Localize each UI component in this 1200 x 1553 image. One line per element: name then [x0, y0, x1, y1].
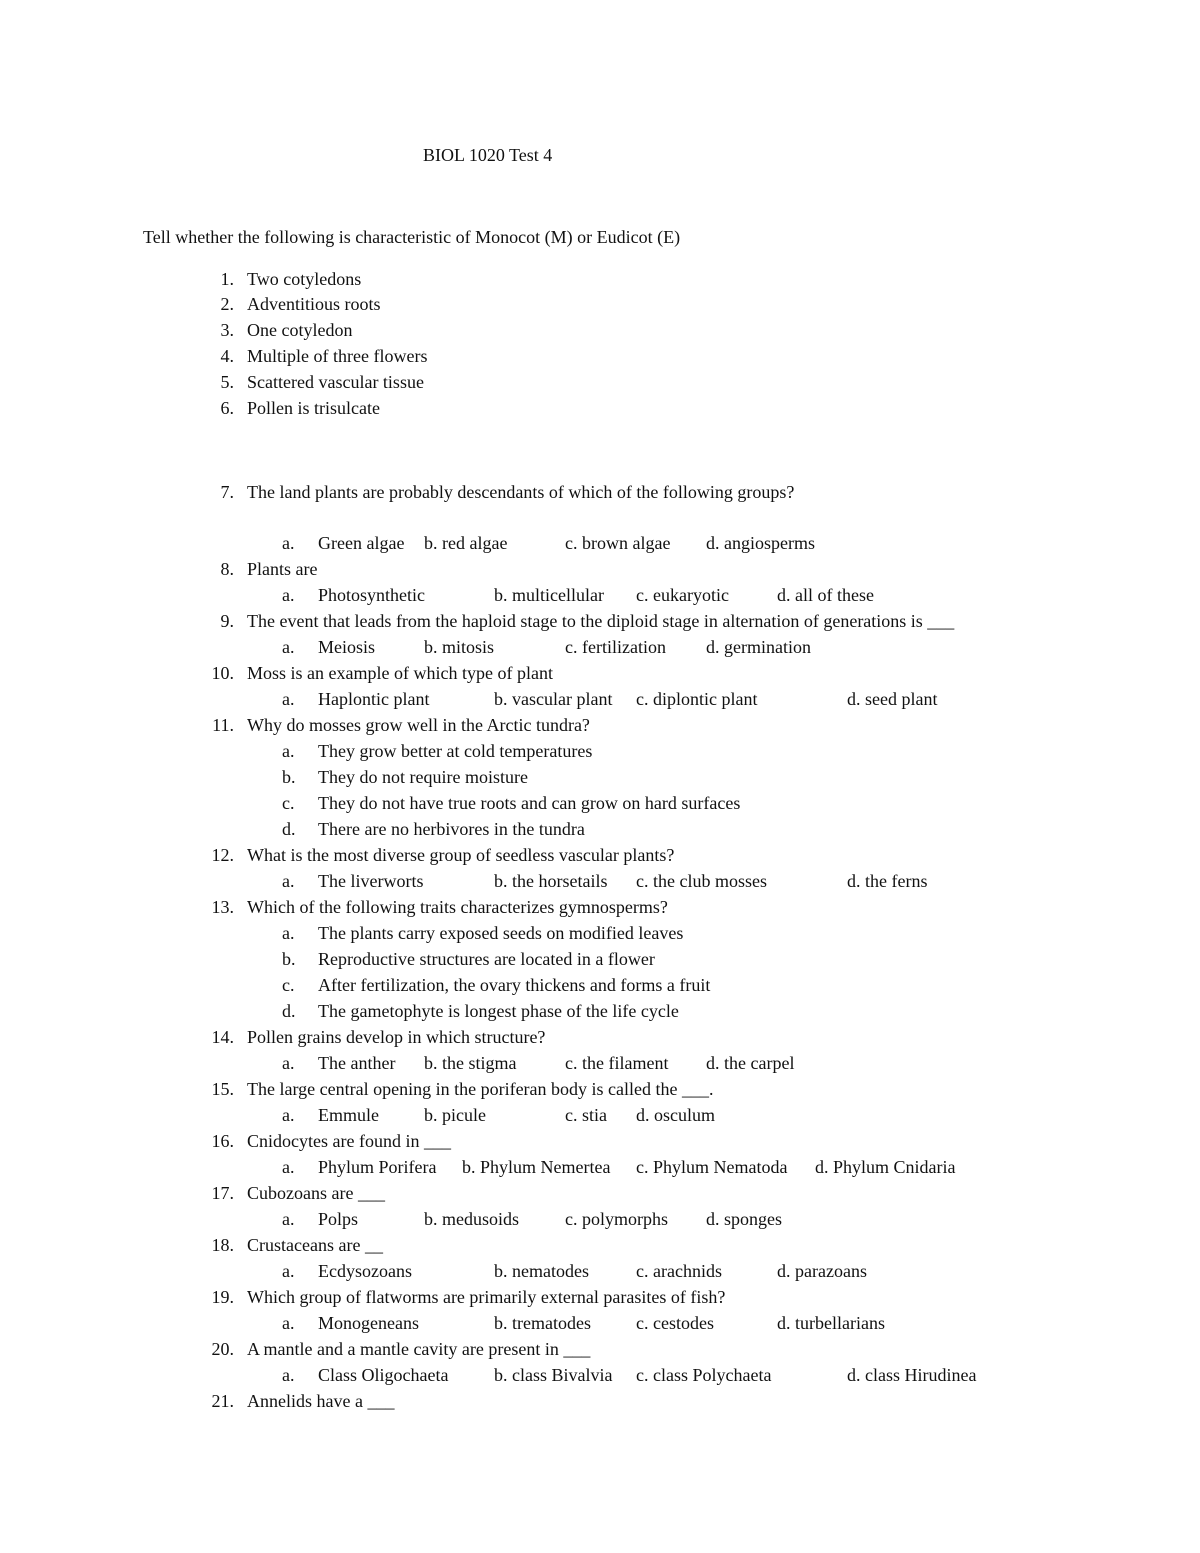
- option-a: Green algae: [318, 533, 405, 553]
- answer-options: [0, 1206, 1200, 1232]
- option-c: c. polymorphs: [565, 1209, 668, 1229]
- answer-options: [0, 868, 1200, 894]
- list-item: [0, 369, 1200, 395]
- option-b: b. vascular plant: [494, 689, 613, 709]
- question-number: 18.: [211, 1235, 234, 1255]
- option-a: Polps: [318, 1209, 359, 1229]
- question-number: 14.: [211, 1027, 234, 1047]
- question-text: Cubozoans are ___: [247, 1183, 385, 1203]
- question: [0, 1284, 1200, 1310]
- item-text: Multiple of three flowers: [247, 346, 428, 366]
- item-number: 3.: [220, 320, 234, 340]
- option-letter: d.: [282, 819, 296, 839]
- option-letter: a.: [282, 1261, 295, 1281]
- question: [0, 660, 1200, 686]
- option-b: b. Phylum Nemertea: [462, 1157, 611, 1177]
- option-a: Photosynthetic: [318, 585, 425, 605]
- question: [0, 608, 1200, 634]
- answer-option: [0, 920, 1200, 946]
- option-text: The plants carry exposed seeds on modified leaves: [318, 923, 684, 943]
- question-number: 11.: [212, 715, 234, 735]
- question-number: 16.: [211, 1131, 234, 1151]
- option-letter: a.: [282, 1209, 295, 1229]
- list-item: [0, 291, 1200, 317]
- option-letter: a.: [282, 741, 295, 761]
- option-letter: a.: [282, 637, 295, 657]
- answer-option: [0, 738, 1200, 764]
- question-number: 8.: [220, 559, 234, 579]
- option-d: d. Phylum Cnidaria: [815, 1157, 956, 1177]
- question: [0, 842, 1200, 868]
- question: [0, 1024, 1200, 1050]
- answer-options: [0, 582, 1200, 608]
- item-text: Pollen is trisulcate: [247, 398, 380, 418]
- option-text: Reproductive structures are located in a flower: [318, 949, 655, 969]
- item-text: Scattered vascular tissue: [247, 372, 424, 392]
- list-item: [0, 266, 1200, 292]
- option-a: The liverworts: [318, 871, 424, 891]
- option-letter: c.: [282, 793, 295, 813]
- question-text: Cnidocytes are found in ___: [247, 1131, 451, 1151]
- option-c: c. class Polychaeta: [636, 1365, 772, 1385]
- answer-options: [0, 634, 1200, 660]
- option-c: c. arachnids: [636, 1261, 722, 1281]
- option-b: b. medusoids: [424, 1209, 520, 1229]
- option-text: They do not require moisture: [318, 767, 528, 787]
- document-title: BIOL 1020 Test 4: [423, 145, 553, 165]
- option-c: c. the filament: [565, 1053, 669, 1073]
- question-text: Annelids have a ___: [247, 1391, 395, 1411]
- option-c: c. eukaryotic: [636, 585, 729, 605]
- option-text: They grow better at cold temperatures: [318, 741, 593, 761]
- question-number: 15.: [211, 1079, 234, 1099]
- option-b: b. picule: [424, 1105, 486, 1125]
- option-b: b. class Bivalvia: [494, 1365, 613, 1385]
- question-number: 9.: [220, 611, 234, 631]
- option-b: b. trematodes: [494, 1313, 591, 1333]
- option-d: d. all of these: [777, 585, 874, 605]
- option-letter: a.: [282, 1157, 295, 1177]
- option-b: b. red algae: [424, 533, 508, 553]
- answer-options: [0, 1050, 1200, 1076]
- option-d: d. the ferns: [847, 871, 928, 891]
- option-letter: a.: [282, 585, 295, 605]
- question-number: 17.: [211, 1183, 234, 1203]
- option-a: Phylum Porifera: [318, 1157, 437, 1177]
- answer-option: [0, 790, 1200, 816]
- item-text: Adventitious roots: [247, 294, 381, 314]
- option-letter: a.: [282, 689, 295, 709]
- list-item: [0, 395, 1200, 421]
- answer-options: [0, 1258, 1200, 1284]
- item-number: 6.: [220, 398, 234, 418]
- question-number: 19.: [211, 1287, 234, 1307]
- answer-options: [0, 1154, 1200, 1180]
- option-c: c. brown algae: [565, 533, 671, 553]
- question-number: 20.: [211, 1339, 234, 1359]
- question-number: 21.: [211, 1391, 234, 1411]
- question-text: What is the most diverse group of seedless vascular plants?: [247, 845, 675, 865]
- option-a: Haplontic plant: [318, 689, 430, 709]
- option-letter: a.: [282, 1313, 295, 1333]
- item-number: 1.: [220, 269, 234, 289]
- answer-option: [0, 816, 1200, 842]
- question: [0, 1128, 1200, 1154]
- option-c: c. cestodes: [636, 1313, 714, 1333]
- option-text: There are no herbivores in the tundra: [318, 819, 585, 839]
- option-c: c. stia: [565, 1105, 607, 1125]
- list-item: [0, 343, 1200, 369]
- option-a: Emmule: [318, 1105, 379, 1125]
- option-d: d. class Hirudinea: [847, 1365, 977, 1385]
- answer-option: [0, 972, 1200, 998]
- question-number: 10.: [211, 663, 234, 683]
- option-d: d. sponges: [706, 1209, 782, 1229]
- option-c: c. the club mosses: [636, 871, 767, 891]
- question: [0, 479, 1200, 505]
- question-text: Plants are: [247, 559, 318, 579]
- option-b: b. the stigma: [424, 1053, 517, 1073]
- section-instructions: Tell whether the following is characteristic of Monocot (M) or Eudicot (E): [143, 227, 681, 247]
- option-d: d. angiosperms: [706, 533, 815, 553]
- answer-option: [0, 998, 1200, 1024]
- question-text: Moss is an example of which type of plant: [247, 663, 553, 683]
- answer-option: [0, 764, 1200, 790]
- question: [0, 556, 1200, 582]
- option-b: b. mitosis: [424, 637, 495, 657]
- answer-options: [0, 686, 1200, 712]
- option-letter: c.: [282, 975, 295, 995]
- question-number: 13.: [211, 897, 234, 917]
- answer-options: [0, 1102, 1200, 1128]
- option-b: b. nematodes: [494, 1261, 589, 1281]
- answer-option: [0, 946, 1200, 972]
- answer-options: [0, 1310, 1200, 1336]
- option-a: The anther: [318, 1053, 396, 1073]
- option-letter: a.: [282, 923, 295, 943]
- option-c: c. fertilization: [565, 637, 666, 657]
- option-letter: a.: [282, 533, 295, 553]
- option-d: d. osculum: [636, 1105, 715, 1125]
- option-d: d. parazoans: [777, 1261, 867, 1281]
- option-text: The gametophyte is longest phase of the life cycle: [318, 1001, 679, 1021]
- question-text: Crustaceans are __: [247, 1235, 383, 1255]
- item-number: 4.: [220, 346, 234, 366]
- question-text: The event that leads from the haploid stage to the diploid stage in alternation of generations is ___: [247, 611, 955, 631]
- question: [0, 1336, 1200, 1362]
- option-letter: d.: [282, 1001, 296, 1021]
- option-c: c. Phylum Nematoda: [636, 1157, 788, 1177]
- option-d: d. the carpel: [706, 1053, 795, 1073]
- option-c: c. diplontic plant: [636, 689, 758, 709]
- option-letter: a.: [282, 1105, 295, 1125]
- question: [0, 1232, 1200, 1258]
- item-number: 5.: [220, 372, 234, 392]
- option-letter: a.: [282, 871, 295, 891]
- option-d: d. seed plant: [847, 689, 938, 709]
- option-text: After fertilization, the ovary thickens and forms a fruit: [318, 975, 711, 995]
- item-number: 2.: [220, 294, 234, 314]
- question-number: 7.: [220, 482, 234, 502]
- question-text: Which group of flatworms are primarily external parasites of fish?: [247, 1287, 726, 1307]
- answer-options: [0, 530, 1200, 556]
- answer-options: [0, 1362, 1200, 1388]
- option-text: They do not have true roots and can grow on hard surfaces: [318, 793, 741, 813]
- question-number: 12.: [211, 845, 234, 865]
- option-letter: a.: [282, 1365, 295, 1385]
- option-a: Class Oligochaeta: [318, 1365, 449, 1385]
- list-item: [0, 317, 1200, 343]
- question-text: The large central opening in the poriferan body is called the ___.: [247, 1079, 714, 1099]
- option-b: b. multicellular: [494, 585, 604, 605]
- item-text: One cotyledon: [247, 320, 353, 340]
- option-a: Monogeneans: [318, 1313, 419, 1333]
- question-text: The land plants are probably descendants of which of the following groups?: [247, 482, 795, 502]
- question-text: Pollen grains develop in which structure?: [247, 1027, 546, 1047]
- item-text: Two cotyledons: [247, 269, 362, 289]
- option-b: b. the horsetails: [494, 871, 608, 891]
- question-text: A mantle and a mantle cavity are present in ___: [247, 1339, 591, 1359]
- option-d: d. turbellarians: [777, 1313, 885, 1333]
- option-letter: b.: [282, 767, 296, 787]
- question: [0, 894, 1200, 920]
- question: [0, 1180, 1200, 1206]
- option-d: d. germination: [706, 637, 811, 657]
- option-a: Ecdysozoans: [318, 1261, 412, 1281]
- question: [0, 1388, 1200, 1414]
- question-text: Which of the following traits characterizes gymnosperms?: [247, 897, 668, 917]
- option-a: Meiosis: [318, 637, 376, 657]
- question-text: Why do mosses grow well in the Arctic tundra?: [247, 715, 590, 735]
- question: [0, 1076, 1200, 1102]
- question: [0, 712, 1200, 738]
- option-letter: b.: [282, 949, 296, 969]
- option-letter: a.: [282, 1053, 295, 1073]
